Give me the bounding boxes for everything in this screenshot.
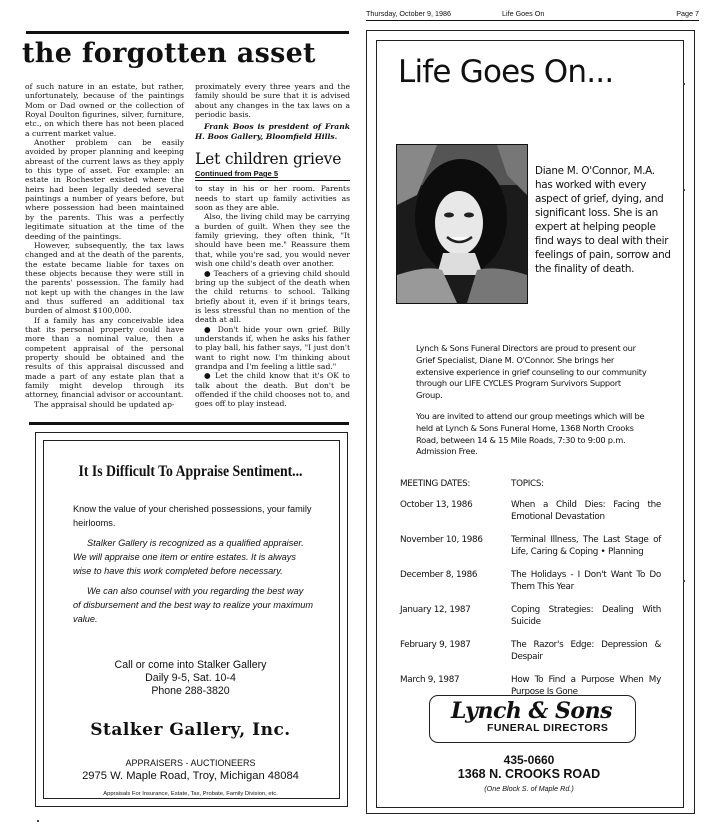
meeting-date: February 9, 1987	[400, 640, 471, 650]
specialist-bio: Diane M. O'Connor, M.A. has worked with every aspect of grief, dying, and significant loss. She is an expert at helping people find ways to deal with their feelings of pain, sorrow and the finality of death.	[535, 165, 671, 275]
stalker-ad-text: We can also counsel with you regarding the best way of disbursement and the best way to realize your maximum value.	[73, 586, 314, 624]
schedule-header-dates: MEETING DATES:	[400, 479, 471, 489]
meeting-topic: The Razor's Edge: Depression & Despair	[511, 640, 661, 662]
stalker-ad-title: It Is Difficult To Appraise Sentiment...	[78, 463, 303, 480]
stalker-ad-services: APPRAISERS - AUCTIONEERS	[125, 758, 256, 768]
meeting-topic: The Holidays - I Don't Want To Do Them This Year	[511, 570, 661, 592]
section-rule	[29, 422, 349, 425]
scan-speck	[683, 189, 685, 191]
article-paragraph: Another problem can be easily avoided by proper planning and keeping abreast of the current laws as they apply to this type of asset. For example: an estate in Rochester existed where the heirs had been legally deeded several paintings a number of years before, but where possession had been maintained by the parents. This was a perfectly legitimate situation at the time of the deeding of the paintings.	[25, 138, 184, 241]
article-paragraph: Also, the living child may be carrying a burden of guilt. When they see the family grieving, they often think, "It should have been me." Reassure them that, while you're sad, you would never wish one child's death over another.	[195, 212, 350, 269]
portrait-photo	[396, 144, 528, 304]
article-paragraph: to stay in his or her room. Parents needs to start up family activities as soon as they are able.	[195, 184, 350, 213]
schedule-header-topics: TOPICS:	[511, 479, 544, 489]
article-paragraph: of such nature in an estate, but rather, unfortunately, because of the paintings Mom or Dad owned or the collection of Royal Doulton figurines, silver, furniture, etc., on which there has not been placed a current market value.	[25, 82, 184, 138]
stalker-ad-fine-print: Appraisals For Insurance, Estate, Tax, Probate, Family Division, etc.	[103, 791, 278, 797]
stalker-ad-body	[73, 502, 313, 632]
meeting-topic: Terminal Illness, The Last Stage of Life, Caring & Coping • Planning	[511, 535, 661, 557]
article2-headline: Let children grieve	[195, 150, 342, 169]
meeting-schedule	[400, 500, 670, 710]
schedule-row	[400, 605, 670, 628]
stalker-ad-paragraph: Know the value of your cherished possessions, your family heirlooms.	[73, 504, 312, 528]
lynch-sons-logo: Lynch & Sons	[451, 698, 612, 724]
stalker-ad-call-line: Call or come into Stalker Gallery	[114, 659, 267, 671]
lynch-ad-address-note: (One Block S. of Maple Rd.)	[484, 784, 574, 793]
schedule-row	[400, 570, 670, 593]
portrait-image	[397, 145, 527, 303]
article-column-2	[195, 82, 350, 409]
header-section: Life Goes On	[502, 9, 545, 18]
meeting-date: March 9, 1987	[400, 675, 460, 685]
scan-speck	[683, 83, 685, 85]
article-paragraph: ● Teachers of a grieving child should bring up the subject of the death when the child returns to school. Talking briefly about it, even if it brings tears, is less stressful than no mention of the death at all.	[195, 268, 350, 325]
headline-rule	[26, 31, 349, 34]
meeting-topic: Coping Strategies: Dealing With Suicide	[511, 605, 661, 627]
article-paragraph: ● Let the child know that it's OK to talk about the death. But don't be offended if the child chooses not to, and goes off to play instead.	[195, 371, 350, 409]
stalker-ad-text: Stalker Gallery is recognized as a qualified appraiser. We will appraise one item or entire estates. It is always wise to have this work completed before necessary.	[73, 538, 304, 576]
page-header	[366, 6, 699, 21]
meeting-topic: When a Child Dies: Facing the Emotional Devastation	[511, 500, 661, 522]
lynch-sons-logo-subtitle: FUNERAL DIRECTORS	[487, 722, 609, 734]
schedule-row	[400, 500, 670, 523]
scan-speck	[37, 820, 39, 822]
stalker-ad-hours: Daily 9-5, Sat. 10-4	[145, 672, 236, 684]
article-headline: the forgotten asset	[22, 38, 316, 69]
meeting-topic: How To Find a Purpose When My Purpose Is Gone	[511, 675, 661, 697]
stalker-ad-paragraph	[73, 584, 313, 626]
schedule-row	[400, 535, 670, 558]
stalker-ad-phone: Phone 288-3820	[151, 685, 230, 697]
lynch-ad-paragraph: Lynch & Sons Funeral Directors are proud to present our Grief Specialist, Diane M. O'Connor. She brings her extensive experience in grief counseling to our community through our LIFE CYCLES Program Survivors Support Group.	[416, 343, 647, 401]
stalker-ad-address: 2975 W. Maple Road, Troy, Michigan 48084	[82, 770, 299, 782]
lynch-ad-address: 1368 N. CROOKS ROAD	[457, 767, 601, 781]
author-byline: Frank Boos is president of Frank H. Boos Gallery, Bloomfield Hills.	[195, 122, 350, 141]
schedule-row	[400, 640, 670, 663]
meeting-date: December 8, 1986	[400, 570, 478, 580]
lynch-ad-phone: 435-0660	[503, 753, 555, 767]
meeting-date: November 10, 1986	[400, 535, 483, 545]
article-paragraph: The appraisal should be updated ap-	[34, 399, 175, 409]
scan-speck	[683, 580, 685, 582]
article-paragraph: If a family has any conceivable idea that its personal property could have more than a nominal value, then a competent appraisal of the personal property should be obtained and the results of this appraisal discussed and made a part of any estate plan that a family might develop through its attorney, financial advisor or accountant.	[25, 315, 184, 400]
article-paragraph: However, subsequently, the tax laws changed and at the death of the parents, the estate became liable for taxes on these objects because they were still in the parents' possession. The family had not kept up with the changes in the law and thus suffered an additional tax burden of almost $100,000.	[25, 240, 184, 316]
article-paragraph: proximately every three years and the family should be sure that it is advised about any changes in the tax laws on a periodic basis.	[195, 82, 350, 120]
stalker-gallery-logo: Stalker Gallery, Inc.	[90, 720, 291, 740]
article-paragraph: ● Don't hide your own grief. Billy understands if, when he asks his father to play ball, his father says, "I just don't want to right now. I'm thinking about grandpa and I'm feeling a little sad."	[195, 324, 350, 371]
meeting-date: January 12, 1987	[400, 605, 471, 615]
lynch-ad-paragraph: You are invited to attend our group meetings which will be held at Lynch & Sons Funeral Home, 1368 North Crooks Road, between 14 & 15 Mile Roads, 7:30 to 9:00 p.m. Admission Free.	[416, 410, 645, 457]
continued-from-link[interactable]: Continued from Page 5	[195, 169, 350, 181]
article-column-1	[25, 82, 184, 409]
lynch-ad-intro	[416, 343, 648, 467]
stalker-ad-contact	[43, 659, 338, 698]
header-page-number: Page 7	[676, 9, 699, 18]
meeting-date: October 13, 1986	[400, 500, 473, 510]
stalker-ad-paragraph	[73, 536, 313, 578]
lynch-ad-title: Life Goes On...	[398, 54, 614, 90]
header-date: Thursday, October 9, 1986	[366, 9, 451, 18]
